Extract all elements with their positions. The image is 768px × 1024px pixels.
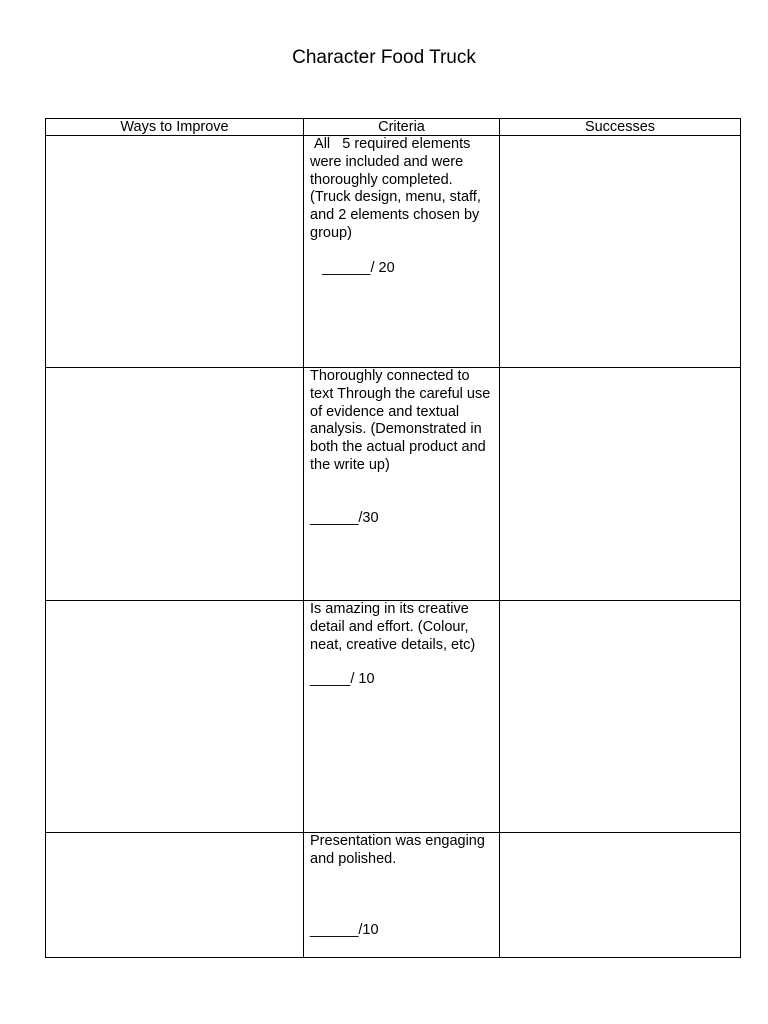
criteria-text: All 5 required elements were included and were thoroughly completed. (Truck design, menu, staff, and 2 elements chosen by group) [310, 136, 485, 241]
successes-cell [500, 136, 741, 368]
score-blank: ______/30 [310, 509, 379, 526]
table-row [46, 368, 741, 601]
header-ways-to-improve: Ways to Improve [46, 119, 304, 136]
score-blank: ______/ 20 [310, 259, 395, 276]
successes-cell [500, 601, 741, 833]
ways-to-improve-cell [46, 368, 304, 601]
criteria-cell [304, 136, 500, 368]
criteria-cell [304, 833, 500, 958]
ways-to-improve-cell [46, 136, 304, 368]
criteria-cell [304, 368, 500, 601]
ways-to-improve-cell [46, 601, 304, 833]
table-row [46, 136, 741, 368]
score-blank: _____/ 10 [310, 671, 375, 688]
criteria-text: Presentation was engaging and polished. [310, 833, 489, 867]
successes-cell [500, 368, 741, 601]
score-blank: ______/10 [310, 921, 379, 938]
criteria-cell [304, 601, 500, 833]
successes-cell [500, 833, 741, 958]
table-row [46, 601, 741, 833]
header-row [46, 119, 741, 136]
header-criteria: Criteria [304, 119, 500, 136]
document-title: Character Food Truck [292, 47, 476, 68]
rubric-table [45, 118, 741, 958]
ways-to-improve-cell [46, 833, 304, 958]
criteria-text: Thoroughly connected to text Through the careful use of evidence and textual analysis. (Demonstrated in both the actual product and the write up) [310, 368, 495, 473]
criteria-text: Is amazing in its creative detail and effort. (Colour, neat, creative details, etc) [310, 601, 476, 653]
table-row [46, 833, 741, 958]
header-successes: Successes [500, 119, 741, 136]
